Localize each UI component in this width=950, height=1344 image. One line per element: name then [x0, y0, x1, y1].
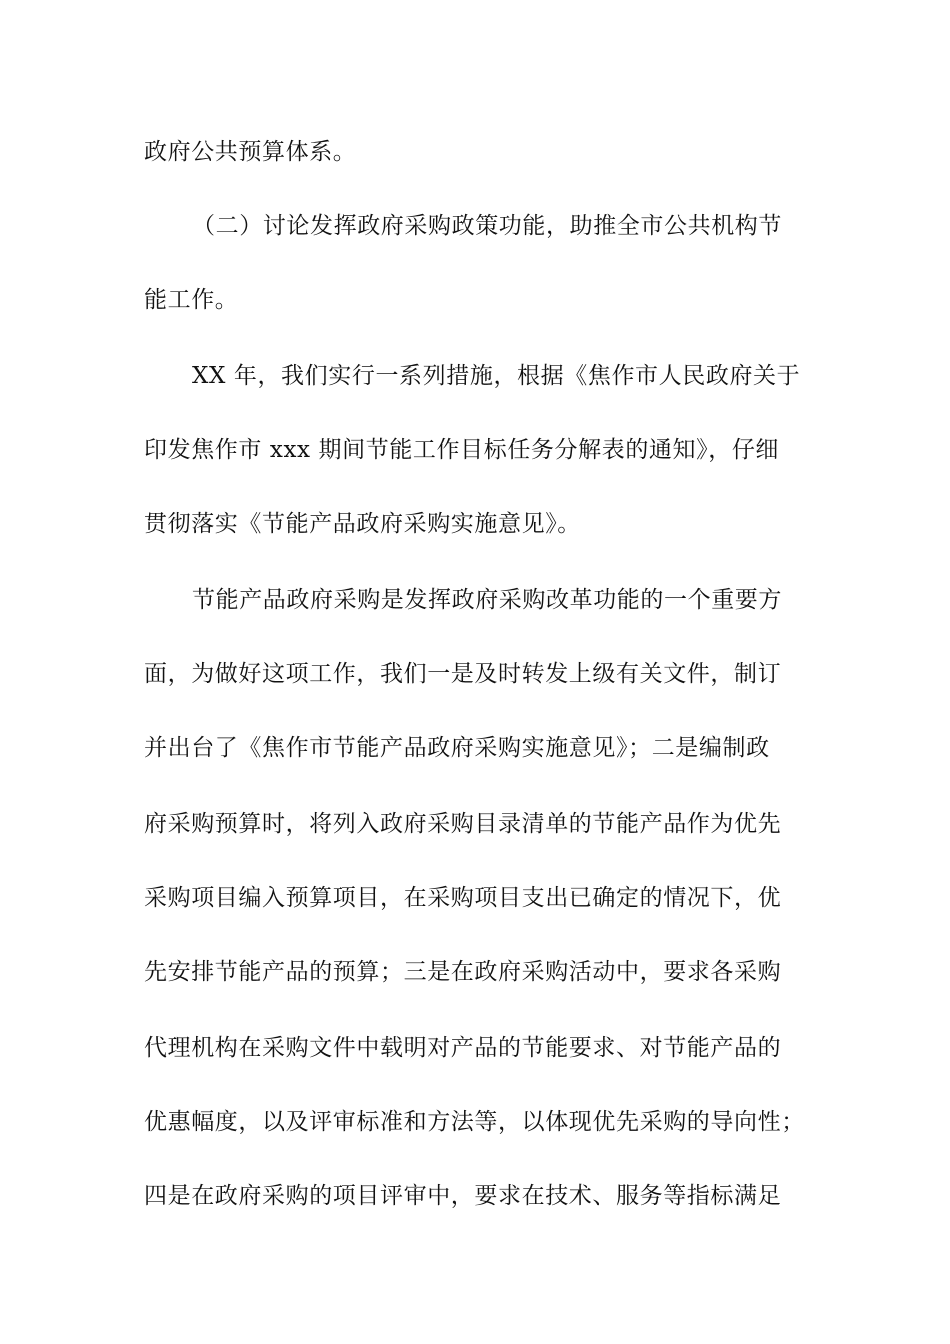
text-line: 优惠幅度，以及评审标准和方法等，以体现优先采购的导向性； — [144, 1109, 805, 1135]
text-line: 四是在政府采购的项目评审中，要求在技术、服务等指标满足 — [144, 1183, 782, 1209]
text-line: 代理机构在采购文件中载明对产品的节能要求、对节能产品的 — [144, 1035, 782, 1061]
text-line: 政府公共预算体系。 — [144, 139, 357, 165]
text-line: 印发焦作市 xxx 期间节能工作目标任务分解表的通知》，仔细 — [144, 437, 780, 463]
text-line: 节能产品政府采购是发挥政府采购改革功能的一个重要方 — [192, 587, 782, 613]
text-line: 采购项目编入预算项目，在采购项目支出已确定的情况下，优 — [144, 885, 782, 911]
text-line: 能工作。 — [144, 287, 239, 313]
text-line: 并出台了《焦作市节能产品政府采购实施意见》；二是编制政 — [144, 735, 770, 761]
text-line: XX 年，我们实行一系列措施，根据《焦作市人民政府关于 — [192, 363, 801, 389]
text-line: 贯彻落实《节能产品政府采购实施意见》。 — [144, 511, 581, 537]
text-line: 面，为做好这项工作，我们一是及时转发上级有关文件，制订 — [144, 661, 782, 687]
text-line: 府采购预算时，将列入政府采购目录清单的节能产品作为优先 — [144, 811, 782, 837]
text-line: （二）讨论发挥政府采购政策功能，助推全市公共机构节 — [192, 213, 782, 239]
text-line: 先安排节能产品的预算；三是在政府采购活动中，要求各采购 — [144, 959, 782, 985]
